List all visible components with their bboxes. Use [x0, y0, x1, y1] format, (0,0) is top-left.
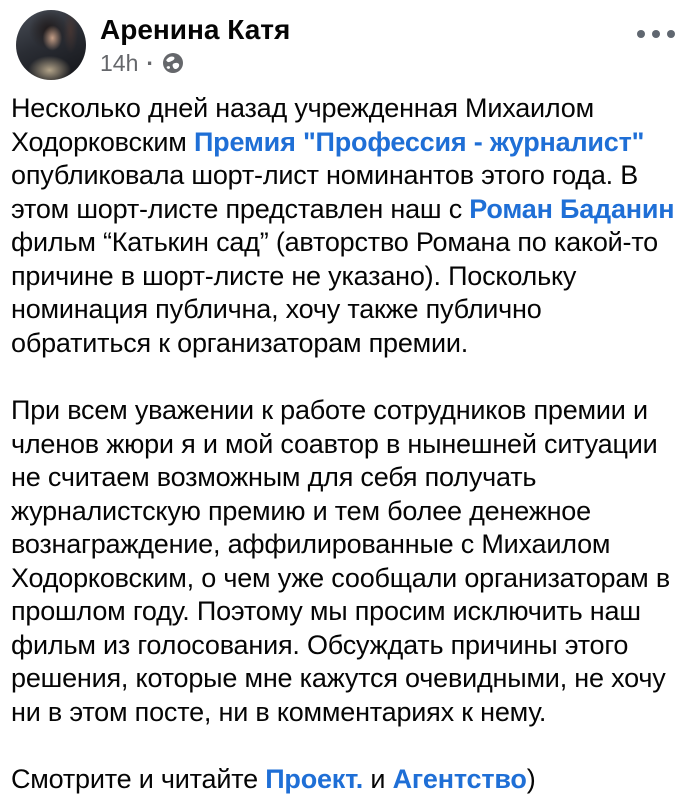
post-paragraph: [11, 92, 686, 360]
post-text-segment: опубликовала шорт-лист номинантов этого года. В этом шорт-листе представлен наш с: [11, 160, 639, 224]
post-text-segment: ): [526, 764, 536, 794]
post-meta: [100, 50, 290, 76]
post-text-segment: Смотрите и читайте: [11, 764, 266, 794]
inline-link[interactable]: Премия "Профессия - журналист": [193, 126, 645, 157]
globe-icon: [162, 52, 184, 74]
timestamp[interactable]: 14h: [100, 50, 139, 76]
ellipsis-dot: [637, 30, 645, 38]
inline-link[interactable]: Проект.: [265, 764, 364, 794]
meta-separator: ·: [146, 50, 155, 76]
inline-link[interactable]: Роман Баданин: [469, 193, 675, 224]
post-paragraph: [11, 394, 686, 729]
avatar[interactable]: [16, 10, 86, 80]
ellipsis-dot: [667, 30, 675, 38]
post-paragraph: [11, 763, 686, 797]
author-name[interactable]: Аренина Катя: [100, 14, 291, 45]
post-header: [0, 0, 697, 82]
ellipsis-dot: [652, 30, 660, 38]
post-text-segment: фильм “Катькин сад” (авторство Романа по какой-то причине в шорт-листе не указано). Поскольку номинация публична, хочу также публично обратиться к организаторам премии.: [11, 227, 658, 358]
inline-link[interactable]: Агентство: [392, 764, 527, 794]
post-text: [0, 82, 697, 797]
post-text-segment: и: [363, 764, 393, 794]
post-text-segment: Несколько дней назад учрежденная Михаилом Ходорковским: [11, 93, 594, 157]
more-options-button[interactable]: [633, 26, 679, 42]
post-text-segment: При всем уважении к работе сотрудников премии и членов жюри я и мой соавтор в нынешней ситуации не считаем возможным для себя получать журналистскую премию и тем более денежное вознаграждение, аффилированные с Михаилом Ходорковским, о чем уже сообщали организаторам в прошлом году. Поэтому мы просим исключить наш фильм из голосования. Обсуждать причины этого решения, которые мне кажутся очевидными, не хочу ни в этом посте, ни в комментариях к нему.: [11, 395, 670, 727]
header-text: [100, 10, 290, 76]
